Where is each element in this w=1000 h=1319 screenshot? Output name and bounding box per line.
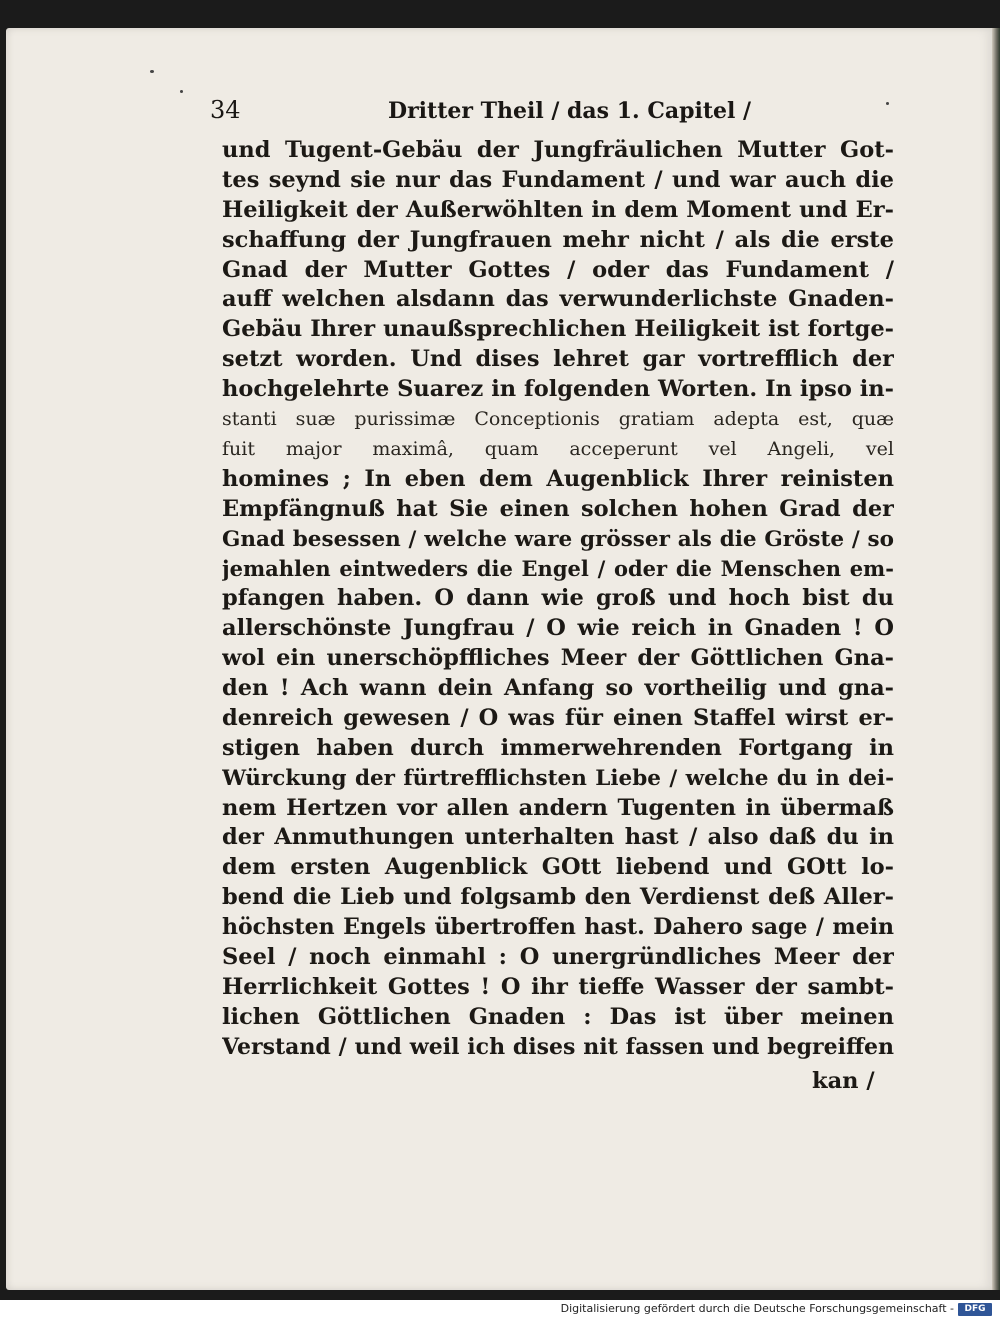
- text-line: Empfängnuß hat Sie einen solchen hohen Grad der: [222, 495, 894, 522]
- text-line: wol ein unerschöpffliches Meer der Göttlichen Gna-: [222, 645, 894, 672]
- text-line: der Anmuthungen unterhalten hast / also daß du in: [222, 824, 894, 851]
- text-line: pfangen haben. O dann wie groß und hoch bist du: [222, 585, 894, 612]
- text-line: Gebäu Ihrer unaußsprechlichen Heiligkeit ist fortge-: [222, 316, 894, 343]
- text-line: bend die Lieb und folgsamb den Verdienst deß Aller-: [222, 884, 894, 911]
- body-text: [222, 136, 894, 1063]
- text-line: Verstand / und weil ich dises nit fassen und begreiffen: [222, 1033, 894, 1060]
- text-line: den ! Ach wann dein Anfang so vortheilig und gna-: [222, 675, 894, 702]
- latin-quote-line: fuit major maximâ, quam acceperunt vel Angeli, vel: [222, 437, 894, 460]
- funding-credit: Digitalisierung gefördert durch die Deutsche Forschungsgemeinschaft -: [560, 1302, 954, 1315]
- text-line: Seel / noch einmahl : O unergründliches Meer der: [222, 944, 894, 971]
- ink-speck: [180, 90, 183, 93]
- text-line: Gnad der Mutter Gottes / oder das Fundament /: [222, 256, 894, 283]
- text-line: Heiligkeit der Außerwöhlten in dem Moment und Er-: [222, 196, 894, 223]
- text-line: stigen haben durch immerwehrenden Fortgang in: [222, 734, 894, 761]
- text-line: auff welchen alsdann das verwunderlichste Gnaden-: [222, 286, 894, 313]
- running-title: Dritter Theil / das 1. Capitel /: [388, 98, 752, 124]
- page-number: 34: [210, 96, 241, 124]
- digitization-footer: [0, 1300, 1000, 1319]
- text-line: setzt worden. Und dises lehret gar vortrefflich der: [222, 346, 894, 373]
- catchword: kan /: [812, 1068, 875, 1094]
- text-line: allerschönste Jungfrau / O wie reich in Gnaden ! O: [222, 615, 894, 642]
- text-line: Herrlichkeit Gottes ! O ihr tieffe Wasser der sambt-: [222, 973, 894, 1000]
- text-line: Gnad besessen / welche ware grösser als die Gröste / so: [222, 526, 894, 552]
- text-line: lichen Göttlichen Gnaden : Das ist über meinen: [222, 1003, 894, 1030]
- text-line: denreich gewesen / O was für einen Staffel wirst er-: [222, 704, 894, 731]
- page-spine-edge: [992, 28, 1000, 1290]
- latin-quote-line: stanti suæ purissimæ Conceptionis gratiam adepta est, quæ: [222, 408, 894, 431]
- text-line: und Tugent-Gebäu der Jungfräulichen Mutter Got-: [222, 137, 894, 163]
- text-line: schaffung der Jungfrauen mehr nicht / als die erste: [222, 226, 894, 253]
- ink-speck: [150, 70, 154, 73]
- text-line: hochgelehrte Suarez in folgenden Worten. In ipso in-: [222, 376, 894, 403]
- text-line: dem ersten Augenblick GOtt liebend und GOtt lo-: [222, 854, 894, 881]
- text-line: höchsten Engels übertroffen hast. Dahero sage / mein: [222, 914, 894, 941]
- dfg-logo: DFG: [958, 1303, 992, 1316]
- text-line: Würckung der fürtrefflichsten Liebe / welche du in dei-: [222, 765, 894, 791]
- text-line: tes seynd sie nur das Fundament / und war auch die: [222, 166, 894, 193]
- text-line: jemahlen eintweders die Engel / oder die Menschen em-: [222, 556, 894, 582]
- text-line: nem Hertzen vor allen andern Tugenten in übermaß: [222, 794, 894, 821]
- text-line: homines ; In eben dem Augenblick Ihrer reinisten: [222, 465, 894, 492]
- page-header: [210, 96, 890, 130]
